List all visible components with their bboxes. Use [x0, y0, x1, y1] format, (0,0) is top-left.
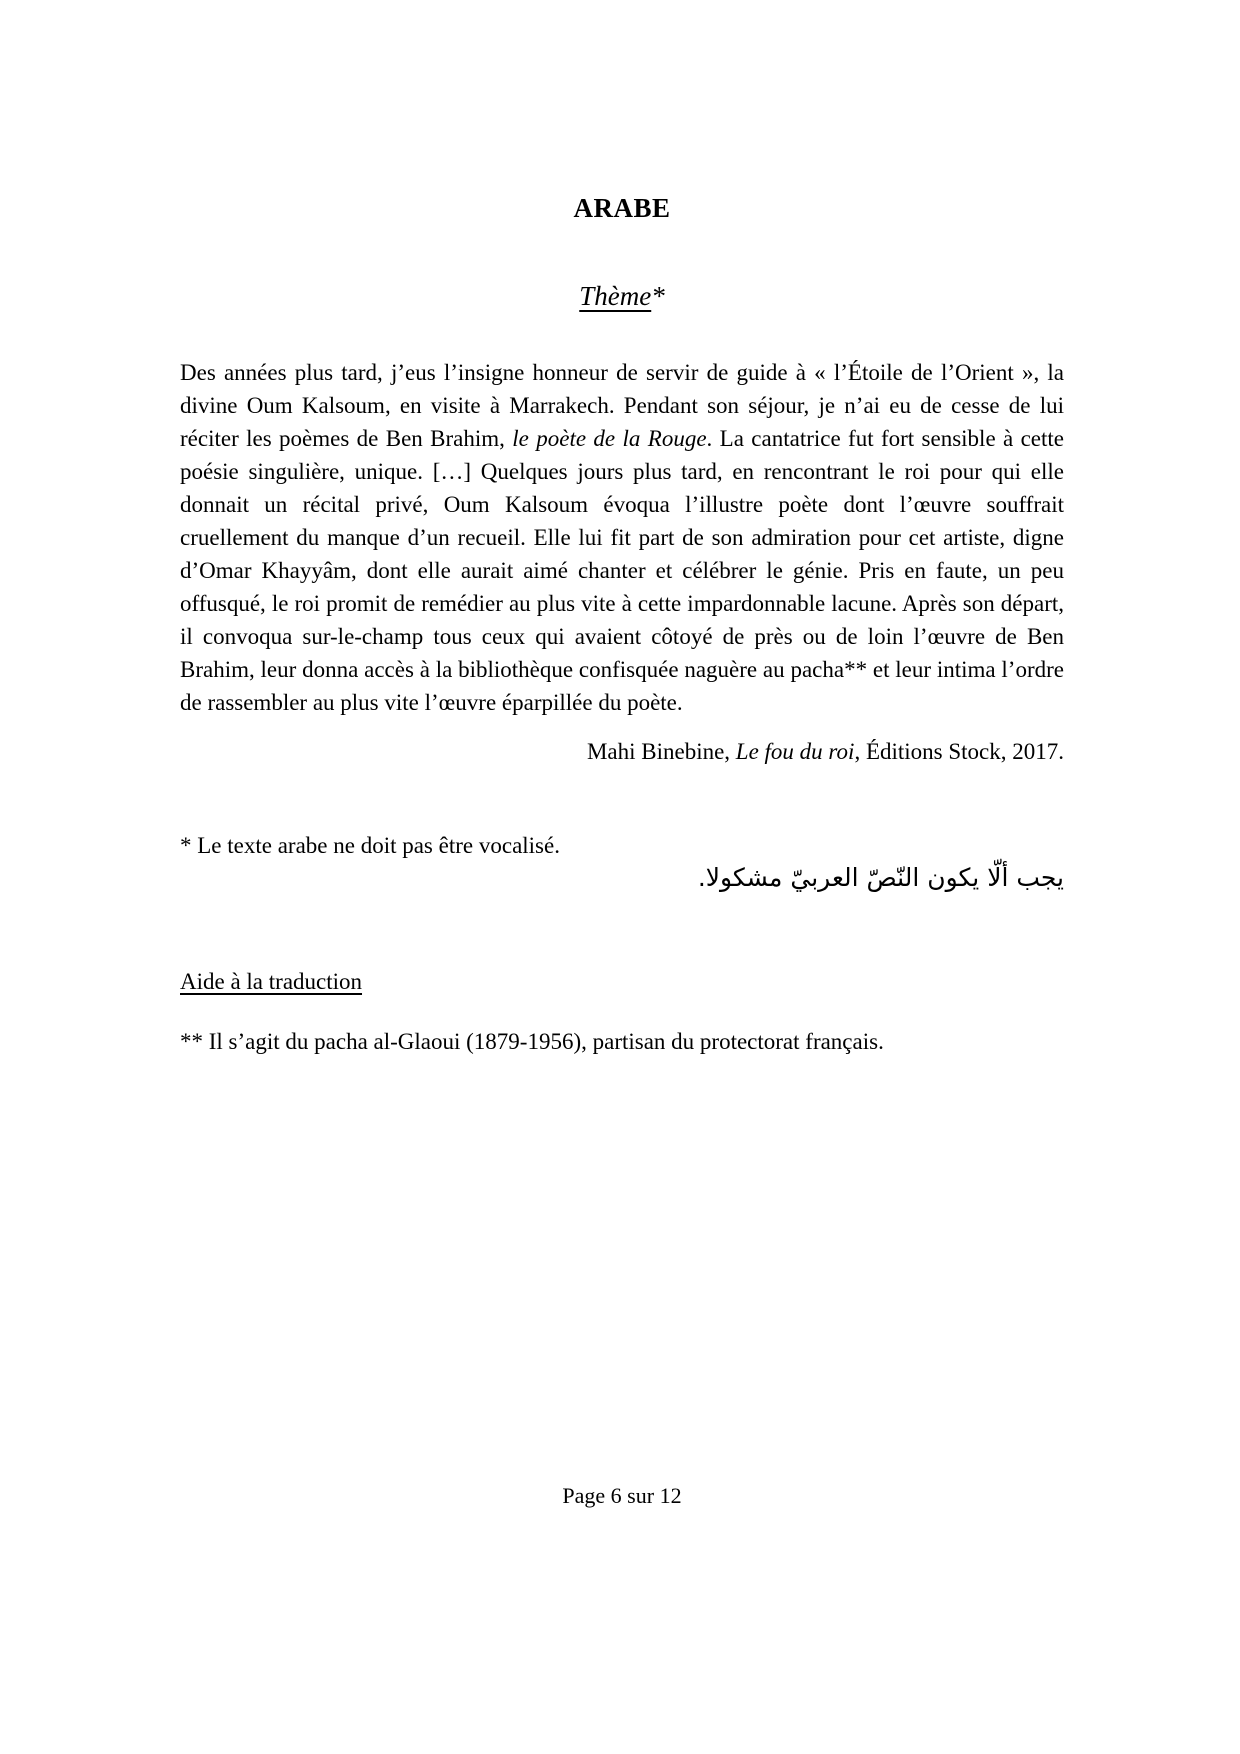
- footnote-french: * Le texte arabe ne doit pas être vocalisé.: [180, 833, 560, 858]
- paragraph-part-2: . La cantatrice fut fort sensible à cette poésie singulière, unique. […] Quelques jours plus tard, en rencontrant le roi pour qui elle donnait un récital privé, Oum Kalsoum évoqua l’illustre poète dont l’œuvre souffrait cruellement du manque d’un recueil. Elle lui fit part de son admiration pour cet artiste, digne d’Omar Khayyâm, dont elle aurait aimé chanter et célébrer le génie. Pris en faute, un peu offusqué, le roi promit de remédier au plus vite à cette impardonnable lacune. Après son départ, il convoqua sur-le-champ tous ceux qui avaient côtoyé de près ou de loin l’œuvre de Ben Brahim, leur donna accès à la bibliothèque confisquée naguère au pacha** et leur intima l’ordre de rassembler au plus vite l’œuvre éparpillée du poète.: [180, 426, 1065, 715]
- paragraph-part-1: Des années plus tard, j’eus l’insigne honneur de servir de guide à « l’Étoile de l’Orient », la divine Oum Kalsoum, en visite à Marrakech. Pendant son séjour, je n’ai eu de cesse de lui réciter les poèmes de Ben Brahim,: [180, 360, 1064, 451]
- paragraph-italic-segment: le poète de la Rouge: [512, 426, 707, 451]
- main-text-paragraph: [180, 356, 1064, 719]
- attribution-publisher-year: , Éditions Stock, 2017.: [854, 739, 1064, 764]
- translation-help-note: ** Il s’agit du pacha al-Glaoui (1879-1956), partisan du protectorat français.: [180, 1029, 884, 1054]
- attribution-work-title: Le fou du roi: [735, 739, 855, 764]
- section-subtitle: [180, 281, 1064, 312]
- source-attribution: [180, 739, 1064, 765]
- page-number: Page 6 sur 12: [562, 1483, 682, 1508]
- footnote-arabic: يجب ألّا يكون النّصّ العربيّ مشكولا.: [697, 863, 1064, 892]
- attribution-author: Mahi Binebine,: [586, 739, 736, 764]
- subtitle-text: Thème: [579, 281, 652, 311]
- subtitle-asterisk: *: [651, 281, 665, 311]
- translation-help-heading: Aide à la traduction: [180, 969, 363, 994]
- page-title: ARABE: [573, 193, 671, 223]
